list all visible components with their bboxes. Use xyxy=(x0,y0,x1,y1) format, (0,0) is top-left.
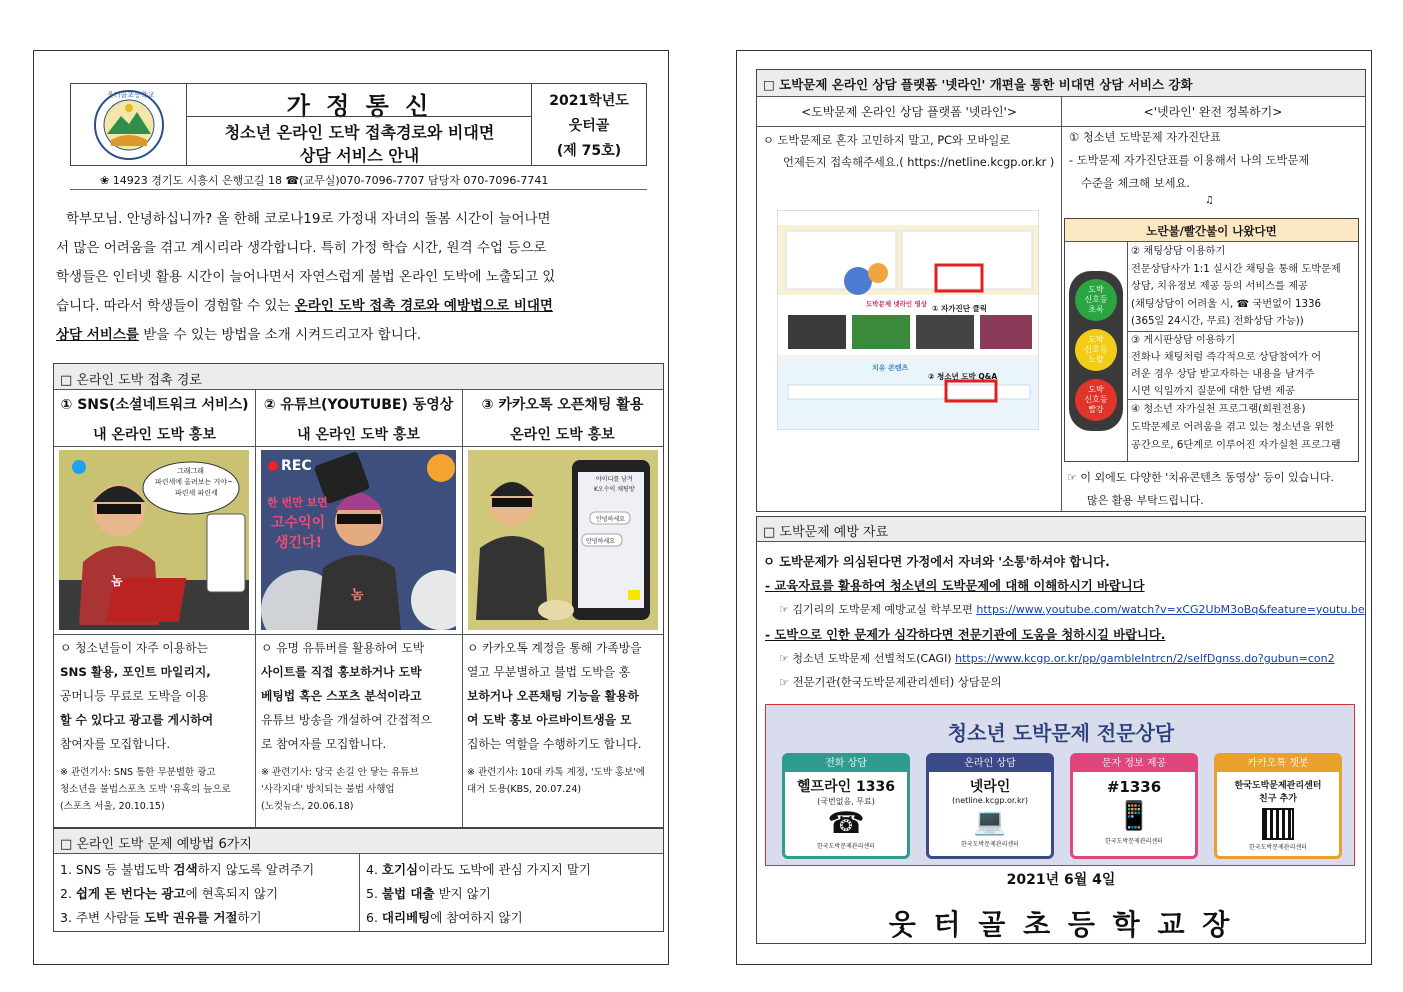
route1-note-line: 청소년을 불법스포츠 도박 '유혹의 늪으로 xyxy=(60,784,231,795)
prevention-item-4 xyxy=(366,860,591,878)
banner-card-sub: (국번없음, 무료) xyxy=(817,797,875,806)
rec-label: REC xyxy=(281,458,312,474)
kakao-chat-1: 안녕하세요 xyxy=(596,516,625,523)
traffic-light xyxy=(1069,271,1123,431)
intro-line-4 xyxy=(56,294,553,314)
prevention-bold: 호기심 xyxy=(381,862,419,877)
route2-title-2: 내 온라인 도박 홍보 xyxy=(297,427,420,443)
prevention-item-2 xyxy=(60,884,278,902)
title-cell xyxy=(187,84,532,165)
intro-line-2: 서 많은 어려움을 겪고 계시리라 생각합니다. 특히 가정 학습 시간, 원격 수업 등으로 xyxy=(56,240,547,256)
step2-block xyxy=(1131,243,1357,331)
route2-body-line: 유튜브 방송을 개설하여 간접적으 xyxy=(261,713,432,727)
route3-note-line: ※ 관련기사: 10대 카톡 계정, '도박 홍보'에 xyxy=(467,767,646,778)
step4-block xyxy=(1131,401,1357,455)
route1-body-line: 공머니등 무료로 도박을 이용 xyxy=(60,689,208,703)
route3-body-line: 보하거나 오픈채팅 기능을 활용하 xyxy=(467,689,639,703)
prevention-heading: □ 온라인 도박 문제 예방법 6가지 xyxy=(60,837,252,852)
route1-body-line: 참여자를 모집합니다. xyxy=(60,737,171,751)
route3-body-line: 여 도박 홍보 아르바이트생을 모 xyxy=(467,713,632,727)
screenshot-label-selftest: ① 자가진단 클릭 xyxy=(932,304,988,313)
route2-body xyxy=(261,636,459,756)
issue-cell xyxy=(532,84,646,165)
materials-line-3 xyxy=(779,601,1365,617)
route3-title-1: ③ 카카오톡 오픈채팅 활용 xyxy=(481,397,644,413)
netline-section xyxy=(756,69,1366,512)
step2-line: ② 채팅상담 이용하기 xyxy=(1131,246,1226,257)
step4-line: 공간으로, 6단계로 이루어진 자가실천 프로그램 xyxy=(1131,440,1341,451)
route1-note-line: ※ 관련기사: SNS 통한 무분별한 광고 xyxy=(60,767,216,778)
banner-card-main: 넷라인 xyxy=(969,779,1011,795)
step3-line: 시면 익일까지 질문에 대한 답변 제공 xyxy=(1131,386,1295,397)
route3-body xyxy=(467,636,661,756)
banner-card-sub: (netline.kcgp.or.kr) xyxy=(952,796,1028,805)
prevention-text: 하기 xyxy=(237,910,262,925)
youtube-shirt-text: 놈 xyxy=(351,588,364,603)
banner-card-foot: 한국도박문제관리센터 xyxy=(961,841,1019,848)
netline-left-title: <도박문제 온라인 상담 플랫폼 '넷라인'> xyxy=(801,105,1017,119)
prevention-text: 4. xyxy=(366,862,382,877)
route1-body-line: ㅇ 청소년들이 자주 이용하는 xyxy=(60,641,208,655)
youtube-sign-2: 고수익이 xyxy=(271,515,326,531)
cagi-link[interactable]: https://www.kcgp.or.kr/pp/gambleIntrcn/2/selfDgnss.do?gubun=con2 xyxy=(955,652,1335,665)
light-label: 신호등 xyxy=(1084,395,1108,404)
subtitle-line2: 상담 서비스 안내 xyxy=(299,146,420,165)
prevention-text: 에 참여하지 않기 xyxy=(430,910,523,925)
school-year: 2021학년도 xyxy=(549,93,629,109)
step1-body-1: - 도박문제 자가진단표를 이용해서 나의 도박문제 xyxy=(1069,154,1310,167)
sns-bubble-1: 그래그래 xyxy=(177,467,205,475)
screenshot-contents-title: 치유 콘텐츠 xyxy=(872,364,909,372)
screenshot-video-title: 도박문제 넷라인 영상 xyxy=(866,300,928,308)
counseling-banner xyxy=(765,704,1355,866)
sns-shirt-text: 놈 xyxy=(111,574,123,588)
banner-card-foot: 한국도박문제관리센터 xyxy=(1249,844,1307,851)
qr-code-icon xyxy=(1262,808,1294,840)
routes-section xyxy=(53,363,664,828)
school-logo xyxy=(71,84,187,165)
prevention-text: 5. xyxy=(366,886,382,901)
netline-right-title: <'넷라인' 완전 정복하기> xyxy=(1143,105,1283,119)
youtube-illustration xyxy=(261,450,456,630)
header-table xyxy=(70,83,647,166)
yellow-light-icon xyxy=(1075,329,1117,371)
banner-card-tag: 온라인 상담 xyxy=(929,756,1051,772)
intro-emphasis-1: 온라인 도박 접촉 경로와 예방법으로 비대면 xyxy=(294,298,553,314)
prevention-text: 6. xyxy=(366,910,382,925)
route2-body-line: 로 참여자를 모집합니다. xyxy=(261,737,387,751)
materials-heading-bar xyxy=(757,517,1365,542)
contact-line: ❀ 14923 경기도 시흥시 은행고길 18 ☎(교무실)070-7096-7707 담당자 070-7096-7741 xyxy=(100,174,549,187)
prevention-item-3 xyxy=(60,908,262,926)
light-label: 빨강 xyxy=(1088,405,1104,414)
laptop-icon: 💻 xyxy=(973,807,1007,837)
banner-card-4 xyxy=(1214,753,1342,859)
intro-line-3: 학생들은 인터넷 활용 시간이 늘어나면서 자연스럽게 불법 온라인 도박에 노출되고 있 xyxy=(56,269,556,285)
light-label: 도박 xyxy=(1088,335,1104,344)
route2-note-line: (노컷뉴스, 20.06.18) xyxy=(261,801,354,812)
step3-line: 려운 경우 상담 받고자하는 내용을 남겨주 xyxy=(1131,369,1315,380)
prevention-text: 이라도 도박에 관심 가지지 말기 xyxy=(418,862,592,877)
materials-heading: □ 도박문제 예방 자료 xyxy=(763,525,889,540)
netline-left-body-1: ㅇ 도박문제로 혼자 고민하지 말고, PC와 모바일로 xyxy=(763,134,1011,147)
step2-line: (365일 24시간, 무료) 전화상담 가능)) xyxy=(1131,316,1304,327)
route3-body-line: 집하는 역할을 수행하기도 합니다. xyxy=(467,737,642,751)
banner-card-1 xyxy=(782,753,910,859)
arrow-icon: ♫ xyxy=(1205,195,1214,206)
light-label: 도박 xyxy=(1088,285,1104,294)
materials-section xyxy=(756,516,1366,944)
light-label: 도박 xyxy=(1088,385,1104,394)
phone-icon: ☎ xyxy=(827,806,865,841)
banner-title: 청소년 도박문제 전문상담 xyxy=(947,721,1175,745)
route2-body-line: ㅇ 유명 유튜버를 활용하여 도박 xyxy=(261,641,425,655)
prevention-text: 하지 않도록 알려주기 xyxy=(197,862,315,877)
prevention-text: 받지 않기 xyxy=(434,886,491,901)
prevention-bold: 도박 권유를 거절 xyxy=(144,910,238,925)
step2-line: 전문상담사가 1:1 실시간 채팅을 통해 도박문제 xyxy=(1131,263,1341,275)
kakao-phone-sub: K오수익 채팅방 xyxy=(594,486,635,493)
materials-line-2: - 교육자료를 활용하여 청소년의 도박문제에 대해 이해하시기 바랍니다 xyxy=(765,579,1145,593)
route3-note xyxy=(467,764,661,798)
left-page xyxy=(33,50,669,965)
route1-note-line: (스포츠 서울, 20.10.15) xyxy=(60,801,165,812)
banner-card-2 xyxy=(926,753,1054,859)
sns-bubble-3: 파린세 파린세 xyxy=(175,489,218,497)
kakaotalk-illustration xyxy=(468,450,658,630)
prevention-bold: 대리베팅 xyxy=(381,910,431,925)
banner-card-tag: 문자 정보 제공 xyxy=(1073,756,1195,772)
route2-note-line: '사각지대' 방치되는 불법 사행업 xyxy=(261,784,395,795)
light-label: 신호등 xyxy=(1084,345,1108,354)
intro-line-5 xyxy=(56,323,421,343)
banner-card-tag: 카카오톡 챗봇 xyxy=(1217,756,1339,772)
prevention-bold: 쉽게 돈 번다는 광고 xyxy=(75,886,186,901)
banner-card-3 xyxy=(1070,753,1198,859)
banner-card-sub: 친구 추가 xyxy=(1259,794,1297,804)
prevention-bold: 검색 xyxy=(173,862,198,877)
netline-site-screenshot xyxy=(777,210,1039,430)
logo-text: 웃터골초등학교 xyxy=(107,91,155,99)
prevention-text: 3. 주변 사람들 xyxy=(60,910,145,925)
youtube-link[interactable]: https://www.youtube.com/watch?v=xCG2UbM3oBq&feature=youtu.be xyxy=(976,603,1365,616)
step1-body-2: 수준을 체크해 보세요. xyxy=(1081,177,1190,190)
extra-note-1: ☞ 이 외에도 다양한 '치유콘텐츠 동영상' 등이 있습니다. xyxy=(1067,471,1335,484)
youtube-sign-3: 생긴다! xyxy=(275,535,322,551)
prevention-heading-bar xyxy=(54,829,663,854)
subtitle-line1: 청소년 온라인 도박 접촉경로와 비대면 xyxy=(224,123,495,142)
route2-note xyxy=(261,764,459,815)
issue-number: (제 75호) xyxy=(556,143,622,159)
prevention-item-5 xyxy=(366,884,491,902)
page-title: 가 정 통 신 xyxy=(286,92,433,120)
prevention-item-6 xyxy=(366,908,523,926)
route1-body xyxy=(60,636,250,756)
step2-line: (채팅상담이 어려울 시, ☎ 국번없이 1336 xyxy=(1131,298,1321,310)
netline-heading-bar xyxy=(757,70,1365,97)
school-name: 웃터골 xyxy=(568,118,610,134)
sns-bubble-2: 파린세에 올려보는 거야~ xyxy=(155,478,233,486)
intro-line-5b: 받을 수 있는 방법을 소개 시켜드리고자 합니다. xyxy=(138,327,422,343)
light-label: 노랑 xyxy=(1088,355,1104,364)
materials-line-5 xyxy=(779,650,1335,666)
materials-line-4: - 도박으로 인한 문제가 심각하다면 전문기관에 도움을 청하시길 바랍니다. xyxy=(765,628,1166,642)
prevention-text: 1. SNS 등 불법도박 xyxy=(60,862,174,877)
right-page xyxy=(736,50,1372,965)
banner-card-main: 헬프라인 1336 xyxy=(797,779,895,795)
route3-body-line: ㅇ 카카오톡 계정을 통해 가족방을 xyxy=(467,641,642,655)
banner-card-main: #1336 xyxy=(1106,778,1162,796)
route2-title-1: ② 유튜브(YOUTUBE) 동영상 xyxy=(263,397,454,413)
light-label: 신호등 xyxy=(1084,295,1108,304)
intro-emphasis-2: 상담 서비스를 xyxy=(56,327,139,343)
banner-card-foot: 한국도박문제관리센터 xyxy=(1105,838,1163,845)
signal-box-title: 노란불/빨간불이 나왔다면 xyxy=(1146,224,1277,238)
principal-signature: 웃 터 골 초 등 학 교 장 xyxy=(888,908,1234,941)
prevention-section xyxy=(53,828,664,932)
route2-note-line: ※ 관련기사: 당국 손길 안 닿는 유튜브 xyxy=(261,767,419,778)
step3-line: ③ 게시판상담 이용하기 xyxy=(1131,335,1236,346)
prevention-item-1 xyxy=(60,860,314,878)
step3-line: 전화나 채팅처럼 즉각적으로 상담참여가 어 xyxy=(1131,352,1322,363)
issue-date: 2021년 6월 4일 xyxy=(1006,872,1116,888)
netline-left-body-2: 언제든지 접속해주세요.( https://netline.kcgp.or.kr ) xyxy=(783,156,1055,169)
kakao-phone-title: 아이디를 남겨 xyxy=(596,476,633,483)
step2-line: 상담, 치유정보 제공 등의 서비스를 제공 xyxy=(1131,281,1308,292)
mobile-message-icon: 📱 xyxy=(1116,799,1152,832)
step4-line: ④ 청소년 자가실천 프로그램(회원전용) xyxy=(1131,404,1306,415)
prevention-text: 2. xyxy=(60,886,76,901)
routes-heading-bar xyxy=(54,364,663,390)
route3-body-line: 열고 무분별하고 불법 도박을 홍 xyxy=(467,665,631,679)
prevention-bold: 불법 대출 xyxy=(381,886,435,901)
screenshot-label-qa: ② 청소년 도박 Q&A xyxy=(928,372,998,381)
red-light-icon xyxy=(1075,379,1117,421)
intro-line-1: 학부모님. 안녕하십니까? 올 한해 코로나19로 가정내 자녀의 돌봄 시간이 늘어나면 xyxy=(66,211,551,227)
route1-note xyxy=(60,764,250,815)
signal-box-title-bar xyxy=(1065,219,1358,242)
banner-card-foot: 한국도박문제관리센터 xyxy=(817,843,875,850)
route1-title-2: 내 온라인 도박 홍보 xyxy=(93,427,216,443)
green-light-icon xyxy=(1075,279,1117,321)
prevention-text: 에 현혹되지 않기 xyxy=(185,886,279,901)
extra-note-2: 많은 활용 부탁드립니다. xyxy=(1087,494,1204,507)
banner-card-main: 한국도박문제관리센터 xyxy=(1234,781,1322,791)
materials-line-6: ☞ 전문기관(한국도박문제관리센터) 상담문의 xyxy=(779,676,1002,689)
netline-heading: □ 도박문제 온라인 상담 플랫폼 '넷라인' 개편을 통한 비대면 상담 서비스 강화 xyxy=(763,77,1193,92)
route1-body-line: SNS 활용, 포인트 마일리지, xyxy=(60,665,211,679)
materials-line-1: ㅇ 도박문제가 의심된다면 가정에서 자녀와 '소통'하셔야 합니다. xyxy=(763,555,1110,569)
route2-body-line: 베팅법 혹은 스포츠 분석이라고 xyxy=(261,689,422,703)
step1-title: ① 청소년 도박문제 자가진단표 xyxy=(1069,131,1221,144)
route3-title-2: 온라인 도박 홍보 xyxy=(510,427,615,443)
banner-card-tag: 전화 상담 xyxy=(785,756,907,772)
sns-illustration xyxy=(59,450,249,630)
step4-line: 도박문제로 어려움을 겪고 있는 청소년을 위한 xyxy=(1131,422,1335,433)
step3-block xyxy=(1131,332,1357,400)
signal-box xyxy=(1064,218,1359,462)
intro-line-4a: 습니다. 따라서 학생들이 경험할 수 있는 xyxy=(56,298,295,314)
routes-heading: □ 온라인 도박 접촉 경로 xyxy=(60,373,202,388)
route3-note-line: 대거 도용(KBS, 20.07.24) xyxy=(467,784,582,795)
route2-body-line: 사이트를 직접 홍보하거나 도박 xyxy=(261,665,422,679)
route1-title-1: ① SNS(소셜네트워크 서비스) xyxy=(60,397,249,413)
materials-line-3-text: ☞ 김기리의 도박문제 예방교실 학부모편 xyxy=(779,603,977,616)
light-label: 초록 xyxy=(1088,305,1104,314)
youtube-sign-1: 한 번만 보면 xyxy=(267,496,328,509)
kakao-chat-2: 안녕하세요 xyxy=(586,538,615,545)
route1-body-line: 할 수 있다고 광고를 게시하여 xyxy=(60,713,214,727)
materials-line-5-text: ☞ 청소년 도박문제 선별척도(CAGI) xyxy=(779,652,956,665)
